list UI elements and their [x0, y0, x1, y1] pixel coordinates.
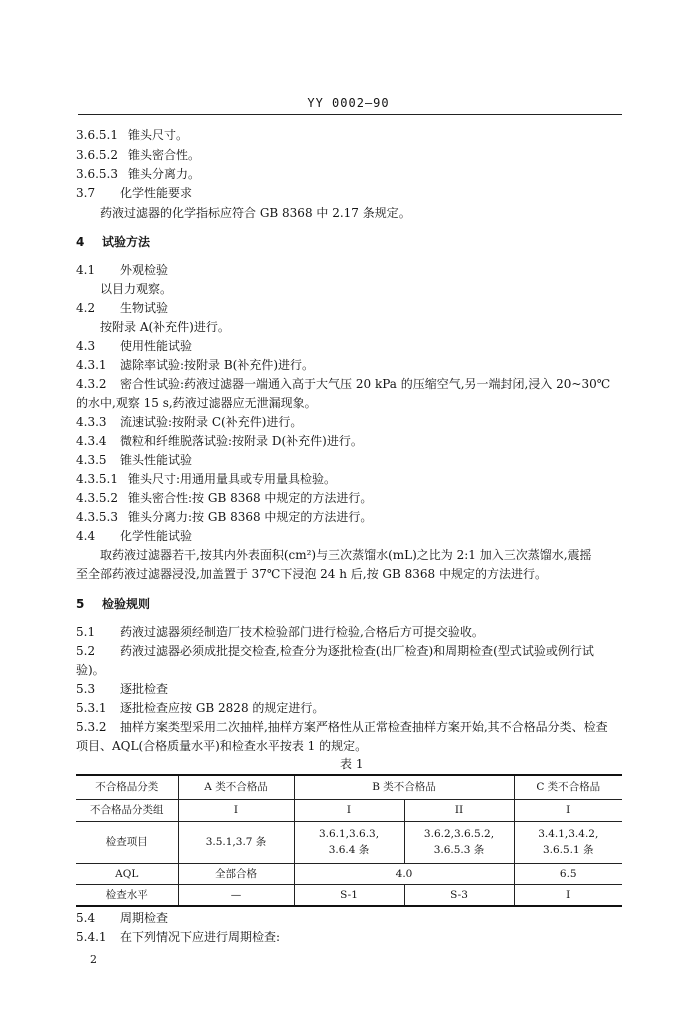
- clause-4-3: 4.3 使用性能试验: [76, 339, 193, 353]
- table-cell: 检查项目: [76, 821, 178, 863]
- clause-5-3-2-cont: 项目、AQL(合格质量水平)和检查水平按表 1 的规定。: [76, 739, 368, 753]
- clause-5-2: 5.2 药液过滤器必须成批提交检查,检查分为逐批检查(出厂检查)和周期检查(型式试验或例行试: [76, 644, 594, 658]
- table-cell: 3.6.2,3.6.5.2, 3.6.5.3 条: [404, 821, 514, 863]
- clause-5-3: 5.3 逐批检查: [76, 682, 169, 696]
- table-cell: 不合格品分类组: [76, 799, 178, 821]
- clause-3-6-5-1: 3.6.5.1 锥头尺寸。: [76, 128, 189, 142]
- table-cell: 不合格品分类: [76, 775, 178, 799]
- table-cell: 3.4.1,3.4.2, 3.6.5.1 条: [514, 821, 622, 863]
- table-cell: —: [178, 884, 294, 906]
- clause-3-6-5-3: 3.6.5.3 锥头分离力。: [76, 167, 201, 181]
- table-cell: AQL: [76, 863, 178, 884]
- clause-4-1: 4.1 外观检验: [76, 263, 169, 277]
- table-row: [76, 799, 622, 821]
- clause-4-3-4: 4.3.4 微粒和纤维脱落试验:按附录 D(补充件)进行。: [76, 434, 363, 448]
- clause-3-6-5-2: 3.6.5.2 锥头密合性。: [76, 148, 201, 162]
- table-cell: 检查水平: [76, 884, 178, 906]
- table-row: [76, 884, 622, 906]
- header-rule: [78, 114, 622, 115]
- table-cell: II: [404, 799, 514, 821]
- clause-4-3-5-2: 4.3.5.2 锥头密合性:按 GB 8368 中规定的方法进行。: [76, 491, 373, 505]
- table-cell: S-3: [404, 884, 514, 906]
- clause-4-4: 4.4 化学性能试验: [76, 529, 193, 543]
- clause-4-3-2-cont: 的水中,观察 15 s,药液过滤器应无泄漏现象。: [76, 396, 317, 410]
- page-number: 2: [90, 953, 97, 966]
- table-row: [76, 775, 622, 799]
- table-cell: 4.0: [294, 863, 514, 884]
- clause-4-4-body-cont: 至全部药液过滤器浸没,加盖置于 37℃下浸泡 24 h 后,按 GB 8368 中规定的方法进行。: [76, 567, 547, 581]
- table-caption: 表 1: [340, 757, 364, 771]
- table-cell: C 类不合格品: [514, 775, 622, 799]
- table-cell: 3.5.1,3.7 条: [178, 821, 294, 863]
- table-cell: B 类不合格品: [294, 775, 514, 799]
- table-row: [76, 821, 622, 863]
- table-1: [76, 774, 622, 907]
- clause-4-2: 4.2 生物试验: [76, 301, 169, 315]
- clause-4-3-5-1: 4.3.5.1 锥头尺寸:用通用量具或专用量具检验。: [76, 472, 337, 486]
- clause-5-3-2: 5.3.2 抽样方案类型采用二次抽样,抽样方案严格性从正常检查抽样方案开始,其不合格品分类、检查: [76, 720, 608, 734]
- table-cell: 全部合格: [178, 863, 294, 884]
- section-4-heading: 4 试验方法: [76, 235, 151, 249]
- clause-4-1-body: 以目力观察。: [100, 282, 173, 296]
- clause-4-3-1: 4.3.1 滤除率试验:按附录 B(补充件)进行。: [76, 358, 315, 372]
- clause-4-3-5: 4.3.5 锥头性能试验: [76, 453, 193, 467]
- clause-4-3-3: 4.3.3 流速试验:按附录 C(补充件)进行。: [76, 415, 303, 429]
- table-cell: 6.5: [514, 863, 622, 884]
- clause-4-4-body: 取药液过滤器若干,按其内外表面积(cm²)与三次蒸馏水(mL)之比为 2:1 加入三次蒸馏水,震摇: [100, 548, 592, 562]
- table-cell: S-1: [294, 884, 404, 906]
- clause-5-4-1: 5.4.1 在下列情况下应进行周期检查:: [76, 930, 281, 944]
- clause-4-3-2: 4.3.2 密合性试验:药液过滤器一端通入高于大气压 20 kPa 的压缩空气,另一端封闭,浸入 20~30℃: [76, 377, 611, 391]
- clause-5-3-1: 5.3.1 逐批检查应按 GB 2828 的规定进行。: [76, 701, 325, 715]
- table-cell: A 类不合格品: [178, 775, 294, 799]
- page-header: YY 0002—90: [307, 96, 390, 110]
- section-5-heading: 5 检验规则: [76, 597, 151, 611]
- table-cell: I: [514, 884, 622, 906]
- table-cell: I: [178, 799, 294, 821]
- table-row: [76, 863, 622, 884]
- clause-3-7: 3.7 化学性能要求: [76, 186, 193, 200]
- clause-5-2-cont: 验)。: [76, 663, 105, 677]
- clause-4-2-body: 按附录 A(补充件)进行。: [100, 320, 230, 334]
- table-cell: I: [514, 799, 622, 821]
- table-cell: I: [294, 799, 404, 821]
- clause-5-4: 5.4 周期检查: [76, 911, 169, 925]
- clause-5-1: 5.1 药液过滤器须经制造厂技术检验部门进行检验,合格后方可提交验收。: [76, 625, 484, 639]
- table-cell: 3.6.1,3.6.3, 3.6.4 条: [294, 821, 404, 863]
- clause-3-7-body: 药液过滤器的化学指标应符合 GB 8368 中 2.17 条规定。: [100, 206, 411, 220]
- clause-4-3-5-3: 4.3.5.3 锥头分离力:按 GB 8368 中规定的方法进行。: [76, 510, 373, 524]
